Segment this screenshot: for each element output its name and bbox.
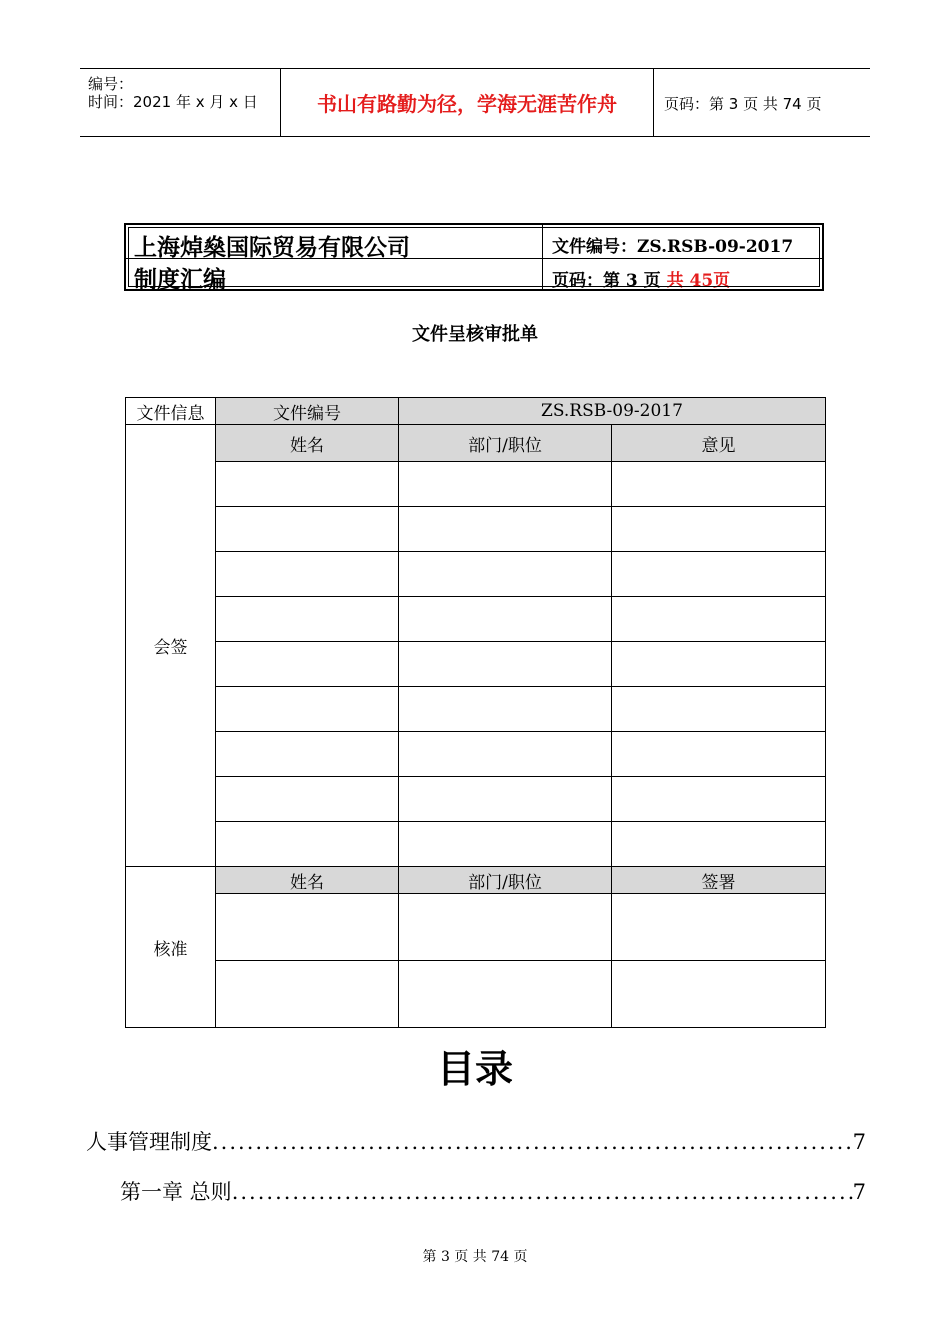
table-row	[126, 961, 826, 1028]
opinion-cell[interactable]	[612, 642, 826, 687]
opinion-cell[interactable]	[612, 687, 826, 732]
opinion-cell[interactable]	[612, 507, 826, 552]
toc-entry-page: 7	[852, 1130, 866, 1154]
toc-leader	[232, 1180, 853, 1204]
dept-cell[interactable]	[399, 687, 612, 732]
dept-cell[interactable]	[399, 961, 612, 1028]
table-row	[126, 642, 826, 687]
name-cell[interactable]	[216, 687, 399, 732]
divider	[126, 258, 822, 259]
toc-title: 目录	[436, 1047, 513, 1091]
dept-cell[interactable]	[399, 597, 612, 642]
table-row	[126, 732, 826, 777]
column-header-opinion: 意见	[612, 425, 826, 462]
company-page-info	[552, 266, 730, 291]
name-cell[interactable]	[216, 822, 399, 867]
running-header	[80, 68, 870, 137]
dept-cell[interactable]	[399, 642, 612, 687]
name-cell[interactable]	[216, 597, 399, 642]
name-cell[interactable]	[216, 777, 399, 822]
table-row	[126, 867, 826, 894]
signature-cell[interactable]	[612, 961, 826, 1028]
name-cell[interactable]	[216, 507, 399, 552]
table-row	[126, 777, 826, 822]
toc-entry-text: 人事管理制度	[86, 1130, 212, 1154]
page-footer: 第 3 页 共 74 页	[422, 1249, 528, 1265]
dept-cell[interactable]	[399, 552, 612, 597]
toc-entry[interactable]	[120, 1176, 866, 1206]
countersign-label: 会签	[126, 425, 216, 867]
table-row	[126, 687, 826, 732]
toc-leader	[212, 1130, 853, 1154]
toc-entry-page: 7	[852, 1180, 866, 1204]
column-header-name: 姓名	[216, 425, 399, 462]
table-row	[126, 425, 826, 462]
dept-cell[interactable]	[399, 462, 612, 507]
dept-cell[interactable]	[399, 822, 612, 867]
toc-entry[interactable]	[86, 1126, 866, 1156]
page-label: 页码：第 3 页	[552, 271, 667, 291]
approve-label: 核准	[126, 867, 216, 1028]
page-total: 共 45页	[666, 271, 731, 291]
name-cell[interactable]	[216, 552, 399, 597]
company-header-box	[124, 223, 824, 291]
opinion-cell[interactable]	[612, 597, 826, 642]
column-header-signature: 签署	[612, 867, 826, 894]
table-row	[126, 597, 826, 642]
table-row	[126, 507, 826, 552]
dept-cell[interactable]	[399, 507, 612, 552]
opinion-cell[interactable]	[612, 552, 826, 597]
dept-cell[interactable]	[399, 732, 612, 777]
opinion-cell[interactable]	[612, 822, 826, 867]
document-collection-title: 制度汇编	[134, 267, 226, 293]
file-no-value: ZS.RSB-09-2017	[399, 398, 826, 425]
header-motto: 书山有路勤为径，学海无涯苦作舟	[281, 69, 654, 136]
name-cell[interactable]	[216, 961, 399, 1028]
company-name: 上海焯燊国际贸易有限公司	[134, 235, 410, 261]
divider	[542, 225, 543, 289]
table-row	[126, 822, 826, 867]
signature-cell[interactable]	[612, 894, 826, 961]
approval-table	[125, 397, 826, 1028]
file-info-label: 文件信息	[126, 398, 216, 425]
table-row	[126, 462, 826, 507]
column-header-dept: 部门/职位	[399, 867, 612, 894]
opinion-cell[interactable]	[612, 732, 826, 777]
toc-entry-text: 第一章 总则	[120, 1180, 232, 1204]
header-page-info: 页码：第 3 页 共 74 页	[664, 95, 822, 113]
table-row	[126, 552, 826, 597]
dept-cell[interactable]	[399, 777, 612, 822]
name-cell[interactable]	[216, 732, 399, 777]
opinion-cell[interactable]	[612, 777, 826, 822]
column-header-dept: 部门/职位	[399, 425, 612, 462]
dept-cell[interactable]	[399, 894, 612, 961]
name-cell[interactable]	[216, 642, 399, 687]
file-no-label: 文件编号	[216, 398, 399, 425]
table-row	[126, 398, 826, 425]
name-cell[interactable]	[216, 894, 399, 961]
opinion-cell[interactable]	[612, 462, 826, 507]
header-code-label: 编号：	[88, 75, 134, 93]
document-number: 文件编号：ZS.RSB-09-2017	[552, 237, 794, 257]
name-cell[interactable]	[216, 462, 399, 507]
header-meta	[80, 69, 281, 136]
form-title: 文件呈核审批单	[412, 324, 538, 345]
table-row	[126, 894, 826, 961]
header-time-label: 时间：2021 年 x 月 x 日	[88, 93, 258, 111]
column-header-name: 姓名	[216, 867, 399, 894]
